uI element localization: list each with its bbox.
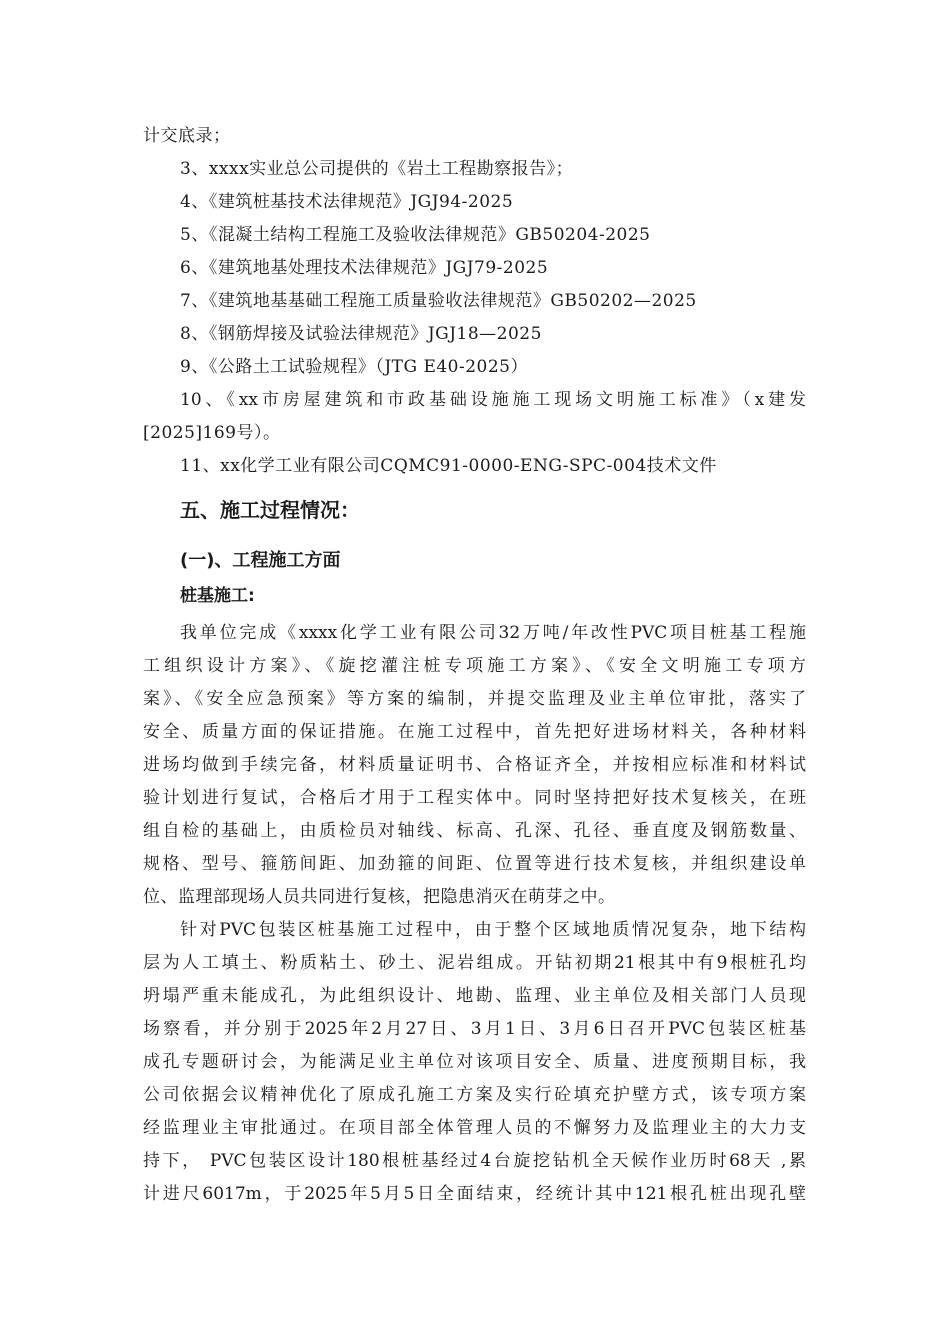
- subsection-title: (一)、工程施工方面: [180, 550, 341, 571]
- para1-line: 规格、型号、箍筋间距、加劲箍的间距、位置等进行技术复核，并组织建设单: [143, 854, 806, 874]
- ref-item-11: 11、xx化学工业有限公司CQMC91-0000-ENG-SPC-004技术文件: [180, 456, 717, 476]
- para2-line: 持下， PVC包装区设计180根桩基经过4台旋挖钻机全天候作业历时68天 ,累: [143, 1151, 806, 1171]
- ref-item-8: 8、《钢筋焊接及试验法律规范》JGJ18—2025: [180, 324, 542, 344]
- ref-item-10-line2: [2025]169号）。: [143, 423, 281, 443]
- para1-line: 进场均做到手续完备，材料质量证明书、合格证齐全，并按相应标准和材料试: [143, 755, 806, 775]
- para2-line: 经监理业主审批通过。在项目部全体管理人员的不懈努力及监理业主的大力支: [143, 1118, 806, 1138]
- para1-line: 组自检的基础上，由质检员对轴线、标高、孔深、孔径、垂直度及钢筋数量、: [143, 821, 806, 841]
- para2-line: 公司依据会议精神优化了原成孔施工方案及实行砼填充护壁方式，该专项方案: [143, 1085, 806, 1105]
- ref-continuation: 计交底录；: [143, 126, 231, 146]
- para1-line: 工组织设计方案》、《旋挖灌注桩专项施工方案》、《安全文明施工专项方: [143, 656, 806, 676]
- ref-item-4: 4、《建筑桩基技术法律规范》JGJ94-2025: [180, 192, 514, 212]
- section-title: 五、施工过程情况：: [180, 498, 360, 522]
- para1-line: 我单位完成《xxxx化学工业有限公司32万吨/年改性PVC项目桩基工程施: [180, 623, 806, 643]
- para2-line: 针对PVC包装区桩基施工过程中，由于整个区域地质情况复杂，地下结构: [180, 920, 806, 940]
- ref-item-9: 9、《公路土工试验规程》（JTG E40-2025）: [180, 357, 529, 377]
- para1-line: 验计划进行复试，合格后才用于工程实体中。同时坚持把好技术复核关，在班: [143, 788, 806, 808]
- ref-item-10-line1: 10、《xx市房屋建筑和市政基础设施施工现场文明施工标准》（x建发: [180, 390, 806, 410]
- para1-line: 位、监理部现场人员共同进行复核，把隐患消灭在萌芽之中。: [143, 887, 616, 907]
- para2-line: 层为人工填土、粉质粘土、砂土、泥岩组成。开钻初期21根其中有9根桩孔均: [143, 953, 806, 973]
- ref-item-5: 5、《混凝土结构工程施工及验收法律规范》GB50204-2025: [180, 225, 651, 245]
- para2-line: 成孔专题研讨会，为能满足业主单位对该项目安全、质量、进度预期目标，我: [143, 1052, 806, 1072]
- para1-line: 安全、质量方面的保证措施。在施工过程中，首先把好进场材料关，各种材料: [143, 722, 806, 742]
- ref-item-7: 7、《建筑地基基础工程施工质量验收法律规范》GB50202—2025: [180, 291, 697, 311]
- ref-item-6: 6、《建筑地基处理技术法律规范》JGJ79-2025: [180, 258, 549, 278]
- para2-line: 计进尺6017m，于2025年5月5日全面结束，经统计其中121根孔桩出现孔壁: [143, 1184, 806, 1204]
- para2-line: 坍塌严重未能成孔，为此组织设计、地勘、监理、业主单位及相关部门人员现: [143, 986, 806, 1006]
- subsubsection-title: 桩基施工:: [180, 586, 255, 606]
- para1-line: 案》、《安全应急预案》等方案的编制，并提交监理及业主单位审批，落实了: [143, 689, 806, 709]
- para2-line: 场察看，并分别于2025年2月27日、3月1日、3月6日召开PVC包装区桩基: [143, 1019, 806, 1039]
- ref-item-3: 3、xxxx实业总公司提供的《岩土工程勘察报告》；: [180, 159, 574, 179]
